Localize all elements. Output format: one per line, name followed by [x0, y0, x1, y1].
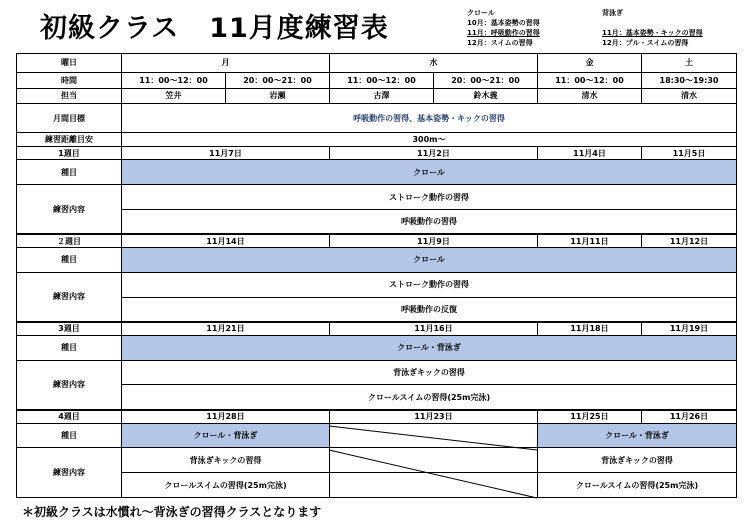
week-date: 11月11日	[538, 234, 642, 247]
type-label: 種目	[17, 248, 122, 273]
week-label: 4週目	[17, 410, 122, 423]
schedule-table	[16, 53, 737, 498]
page-title	[40, 6, 389, 45]
week-date: 11月9日	[330, 234, 538, 247]
type-label: 種目	[17, 160, 122, 185]
week-content: 呼吸動作の習得	[122, 209, 737, 234]
week-type: クロール・背泳ぎ	[538, 423, 737, 448]
week-date: 11月19日	[642, 322, 737, 335]
coach-cell: 清水	[538, 89, 642, 103]
holiday-cell	[330, 473, 538, 498]
week-type: クロール	[122, 248, 737, 273]
coach-label: 担当	[17, 89, 122, 103]
content-label: 練習内容	[17, 360, 122, 410]
content-label: 練習内容	[17, 272, 122, 322]
coach-cell: 鈴木義	[434, 89, 538, 103]
holiday-cell	[330, 423, 538, 448]
week-type: クロール	[122, 160, 737, 185]
week-label: 3週目	[17, 322, 122, 335]
day-fri: 金	[538, 54, 642, 73]
legend-crawl	[467, 8, 540, 48]
time-label: 時間	[17, 72, 122, 89]
week-content: クロールスイムの習得(25m完泳)	[122, 473, 330, 498]
content-label: 練習内容	[17, 448, 122, 498]
time-cell: 18:30～19:30	[642, 72, 737, 89]
title-month: 11月度練習表	[209, 13, 389, 44]
goal-value: 呼吸動作の習得、基本姿勢・キックの習得	[122, 103, 737, 133]
week-content: クロールスイムの習得(25m完泳)	[122, 385, 737, 410]
time-cell: 20：00～21：00	[434, 72, 538, 89]
week-label: ２週目	[17, 234, 122, 247]
legend-backstroke	[602, 8, 703, 48]
week-content: クロールスイムの習得(25m完泳)	[538, 473, 737, 498]
day-label: 曜日	[17, 54, 122, 73]
week-date: 11月16日	[330, 322, 538, 335]
holiday-cell	[330, 448, 538, 473]
week-date: 11月2日	[330, 146, 538, 159]
legend-back-title: 背泳ぎ	[602, 9, 623, 17]
week-date: 11月4日	[538, 146, 642, 159]
legend-crawl-title: クロール	[467, 9, 495, 17]
week-type: クロール・背泳ぎ	[122, 335, 737, 360]
day-sat: 土	[642, 54, 737, 73]
type-label: 種目	[17, 423, 122, 448]
week-date: 11月12日	[642, 234, 737, 247]
week-date: 11月26日	[642, 410, 737, 423]
legend-crawl-oct: 10月：基本姿勢の習得	[467, 19, 540, 27]
distance-value: 300m～	[122, 133, 737, 146]
legend-crawl-nov: 11月：呼吸動作の習得	[467, 29, 540, 37]
week-date: 11月7日	[122, 146, 330, 159]
legend-crawl-dec: 12月：スイムの習得	[467, 39, 533, 47]
day-mon: 月	[122, 54, 330, 73]
week-content: ストローク動作の習得	[122, 272, 737, 297]
type-label: 種目	[17, 335, 122, 360]
time-cell: 11：00～12：00	[122, 72, 226, 89]
week-date: 11月14日	[122, 234, 330, 247]
time-cell: 11：00～12：00	[330, 72, 434, 89]
week-label: 1週目	[17, 146, 122, 159]
week-date: 11月21日	[122, 322, 330, 335]
content-label: 練習内容	[17, 185, 122, 235]
coach-cell: 笠井	[122, 89, 226, 103]
time-cell: 11：00～12：00	[538, 72, 642, 89]
goal-label: 月間目標	[17, 103, 122, 133]
coach-cell: 清水	[642, 89, 737, 103]
week-date: 11月5日	[642, 146, 737, 159]
week-content: 背泳ぎキックの習得	[122, 448, 330, 473]
week-content: 呼吸動作の反復	[122, 297, 737, 322]
week-type: クロール・背泳ぎ	[122, 423, 330, 448]
coach-cell: 古澤	[330, 89, 434, 103]
day-wed: 水	[330, 54, 538, 73]
legend-back-nov: 11月：基本姿勢・キックの習得	[602, 29, 703, 37]
distance-label: 練習距離目安	[17, 133, 122, 146]
week-date: 11月28日	[122, 410, 330, 423]
time-cell: 20：00～21：00	[226, 72, 330, 89]
title-class: 初級クラス	[40, 13, 180, 44]
legend-back-dec: 12月：プル・スイムの習得	[602, 39, 689, 47]
week-date: 11月23日	[330, 410, 538, 423]
week-date: 11月25日	[538, 410, 642, 423]
week-date: 11月18日	[538, 322, 642, 335]
week-content: ストローク動作の習得	[122, 185, 737, 210]
week-content: 背泳ぎキックの習得	[538, 448, 737, 473]
week-content: 背泳ぎキックの習得	[122, 360, 737, 385]
coach-cell: 岩瀬	[226, 89, 330, 103]
footnote: ＊初級クラスは水慣れ～背泳ぎの習得クラスとなります	[22, 505, 322, 519]
